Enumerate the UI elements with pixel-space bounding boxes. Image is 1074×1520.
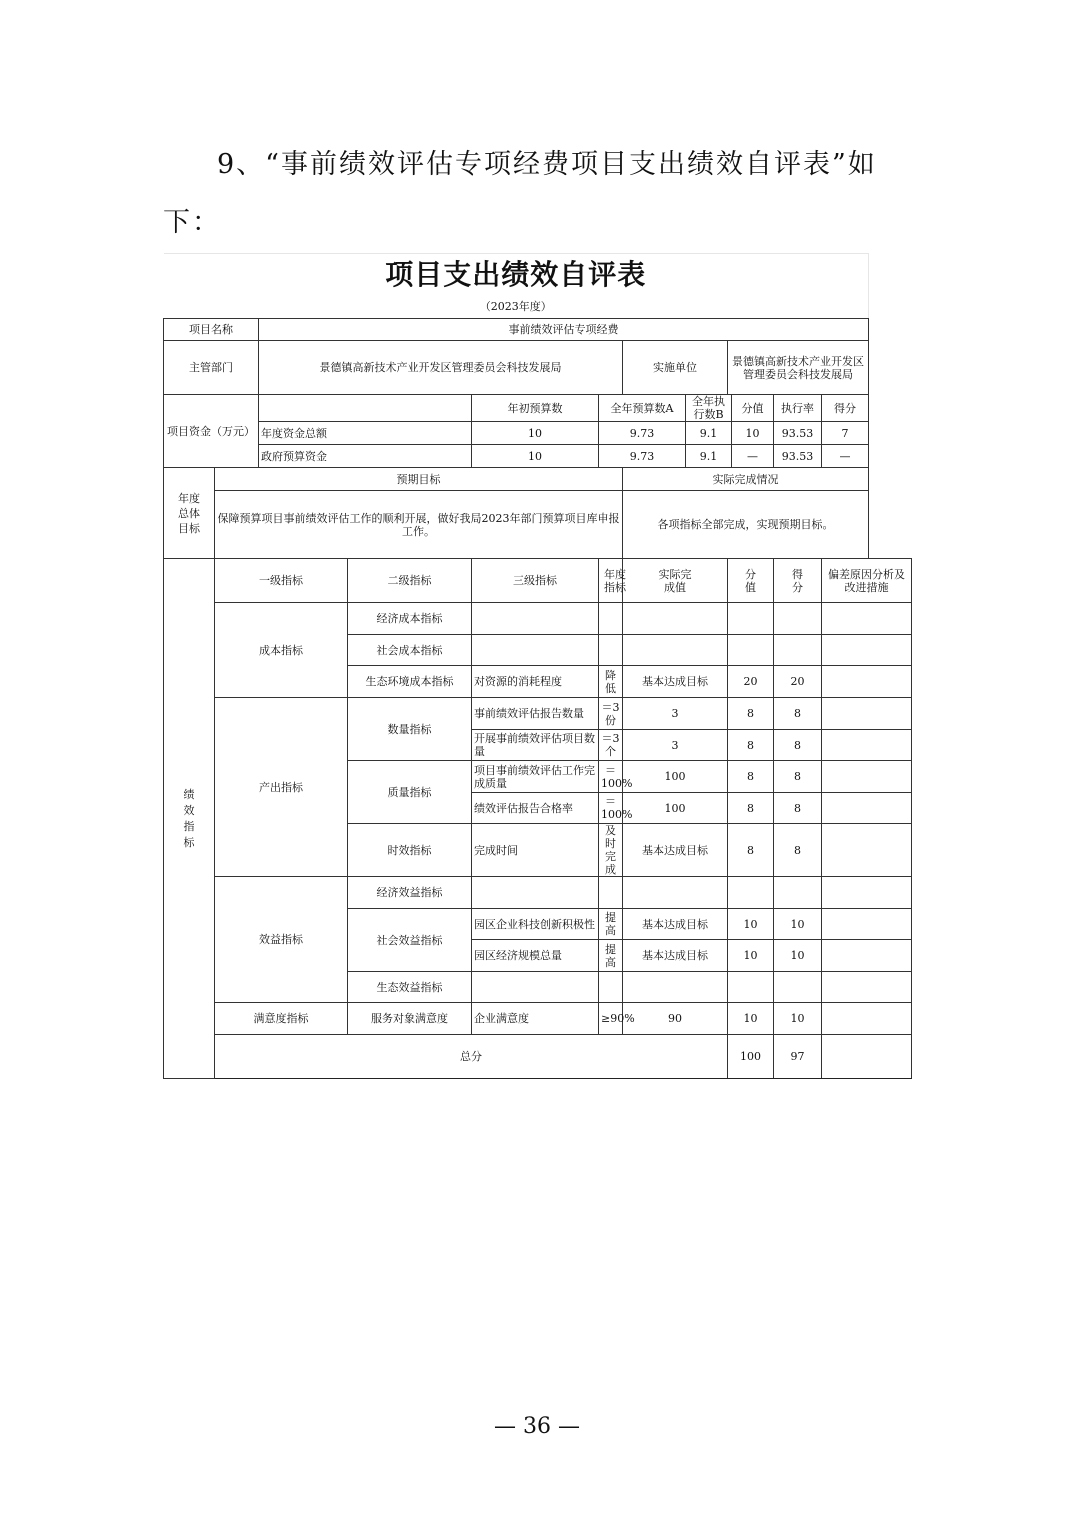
fund-header-annual: 全年预算数A	[599, 395, 686, 422]
output-qual2-actual: 100	[623, 793, 728, 824]
output-qty1-annual: ＝3份	[599, 698, 623, 730]
satisfaction-annual: ≥90%	[599, 1003, 623, 1035]
actual-completion-header: 实际完成情况	[623, 468, 869, 491]
output-time-l3: 完成时间	[472, 824, 599, 877]
fund-row-total-label: 年度资金总额	[259, 422, 472, 445]
cost-economic: 经济成本指标	[348, 603, 472, 635]
fund-row-total-score: 10	[732, 422, 774, 445]
expected-goal-text: 保障预算项目事前绩效评估工作的顺利开展，做好我局2023年部门预算项目库申报工作。	[215, 491, 623, 559]
cost-eco-score: 20	[728, 666, 774, 698]
dept-label: 主管部门	[164, 341, 259, 395]
fund-header-rate: 执行率	[774, 395, 822, 422]
heading-line-1: 9、“事前绩效评估专项经费项目支出绩效自评表”如	[217, 149, 877, 180]
fund-header-initial: 年初预算数	[472, 395, 599, 422]
perf-header-actual	[623, 559, 728, 603]
total-score: 100	[728, 1035, 774, 1079]
benefit-soc2-annual: 提高	[599, 940, 623, 972]
perf-label-text: 绩效指标	[183, 787, 195, 849]
cost-eco-actual: 基本达成目标	[623, 666, 728, 698]
perf-header-score-text: 分值	[745, 567, 756, 594]
output-qty1-actual: 3	[623, 698, 728, 730]
fund-row-gov-rate: 93.53	[774, 445, 822, 468]
output-qty2-score: 8	[728, 730, 774, 761]
project-name-value: 事前绩效评估专项经费	[259, 319, 869, 341]
fund-header-got: 得分	[822, 395, 869, 422]
output-qual1-got: 8	[774, 761, 822, 793]
perf-header-dev	[822, 559, 912, 603]
benefit-soc2-l3: 园区经济规模总量	[472, 940, 599, 972]
perf-header-score	[728, 559, 774, 603]
satisfaction-l3: 企业满意度	[472, 1003, 599, 1035]
dept-value: 景德镇高新技术产业开发区管理委员会科技发展局	[259, 341, 623, 395]
impl-label: 实施单位	[623, 341, 728, 395]
fund-row-total-rate: 93.53	[774, 422, 822, 445]
fund-header-blank	[259, 395, 472, 422]
table-title: 项目支出绩效自评表	[164, 254, 869, 295]
total-got: 97	[774, 1035, 822, 1079]
output-time-annual: 及时完成	[599, 824, 623, 877]
cost-social: 社会成本指标	[348, 635, 472, 666]
fund-row-total-initial: 10	[472, 422, 599, 445]
fund-row-gov-executed: 9.1	[686, 445, 732, 468]
fund-row-gov-initial: 10	[472, 445, 599, 468]
actual-completion-text: 各项指标全部完成，实现预期目标。	[623, 491, 869, 559]
fund-row-gov-score: —	[732, 445, 774, 468]
benefit-social-label: 社会效益指标	[348, 909, 472, 972]
output-qual1-actual: 100	[623, 761, 728, 793]
impl-value: 景德镇高新技术产业开发区管理委员会科技发展局	[728, 341, 869, 395]
perf-header-got-text: 得分	[792, 567, 803, 594]
fund-row-gov-annual: 9.73	[599, 445, 686, 468]
benefit-soc2-actual: 基本达成目标	[623, 940, 728, 972]
perf-header-annual	[599, 559, 626, 603]
perf-header-dev-text: 偏差原因分析及改进措施	[828, 567, 905, 594]
fund-row-gov-label: 政府预算资金	[259, 445, 472, 468]
output-l1: 产出指标	[215, 698, 348, 877]
benefit-soc1-annual: 提高	[599, 909, 623, 940]
benefit-soc1-score: 10	[728, 909, 774, 940]
fund-header-score: 分值	[732, 395, 774, 422]
output-qual1-score: 8	[728, 761, 774, 793]
benefit-soc1-actual: 基本达成目标	[623, 909, 728, 940]
output-qual2-got: 8	[774, 793, 822, 824]
benefit-soc1-l3: 园区企业科技创新积极性	[472, 909, 599, 940]
total-label: 总分	[215, 1035, 728, 1079]
project-name-label: 项目名称	[164, 319, 259, 341]
fund-row-gov-got: —	[822, 445, 869, 468]
fund-header-executed: 全年执行数B	[686, 395, 732, 422]
cost-l1: 成本指标	[215, 603, 348, 698]
cost-eco-got: 20	[774, 666, 822, 698]
satisfaction-got: 10	[774, 1003, 822, 1035]
satisfaction-actual: 90	[623, 1003, 728, 1035]
output-qty2-annual: ＝3个	[599, 730, 623, 761]
output-time-score: 8	[728, 824, 774, 877]
output-qty2-l3: 开展事前绩效评估项目数量	[472, 730, 599, 761]
output-qty2-got: 8	[774, 730, 822, 761]
output-time-got: 8	[774, 824, 822, 877]
perf-header-actual-text: 实际完成值	[658, 567, 692, 594]
benefit-soc1-got: 10	[774, 909, 822, 940]
output-qual2-score: 8	[728, 793, 774, 824]
satisfaction-score: 10	[728, 1003, 774, 1035]
output-qty1-got: 8	[774, 698, 822, 730]
heading-line-2: 下：	[163, 207, 221, 238]
output-time-actual: 基本达成目标	[623, 824, 728, 877]
fund-row-total-annual: 9.73	[599, 422, 686, 445]
perf-header-annual-text: 年度指标	[604, 567, 626, 594]
output-qty2-actual: 3	[623, 730, 728, 761]
output-qual1-l3: 项目事前绩效评估工作完成质量	[472, 761, 599, 793]
fund-row-total-executed: 9.1	[686, 422, 732, 445]
output-qual1-annual: ＝100%	[599, 761, 623, 793]
output-qty-label: 数量指标	[348, 698, 472, 761]
cost-eco-l2: 生态环境成本指标	[348, 666, 472, 698]
output-qual2-annual: ＝100%	[599, 793, 623, 824]
perf-label	[164, 559, 215, 1079]
output-qty1-l3: 事前绩效评估报告数量	[472, 698, 599, 730]
cost-eco-l3: 对资源的消耗程度	[472, 666, 599, 698]
benefit-l1: 效益指标	[215, 877, 348, 1003]
goal-label-text: 年度总体目标	[178, 491, 200, 535]
perf-header-got	[774, 559, 822, 603]
perf-header-l1: 一级指标	[215, 559, 348, 603]
fund-label: 项目资金（万元）	[164, 395, 259, 468]
output-qual2-l3: 绩效评估报告合格率	[472, 793, 599, 824]
fund-row-total-got: 7	[822, 422, 869, 445]
table-year: （2023年度）	[164, 295, 869, 319]
benefit-econ: 经济效益指标	[348, 877, 472, 909]
output-qty1-score: 8	[728, 698, 774, 730]
expected-goal-header: 预期目标	[215, 468, 623, 491]
output-time-l2: 时效指标	[348, 824, 472, 877]
cost-eco-annual: 降低	[599, 666, 623, 698]
perf-header-l3: 三级指标	[472, 559, 599, 603]
goal-label	[164, 468, 215, 559]
self-evaluation-table	[163, 253, 912, 1079]
perf-header-l2: 二级指标	[348, 559, 472, 603]
satisfaction-l2: 服务对象满意度	[348, 1003, 472, 1035]
satisfaction-l1: 满意度指标	[215, 1003, 348, 1035]
benefit-soc2-score: 10	[728, 940, 774, 972]
output-qual-label: 质量指标	[348, 761, 472, 824]
benefit-eco: 生态效益指标	[348, 972, 472, 1003]
benefit-soc2-got: 10	[774, 940, 822, 972]
page-number: — 36 —	[494, 1414, 580, 1439]
section-heading	[163, 136, 913, 252]
